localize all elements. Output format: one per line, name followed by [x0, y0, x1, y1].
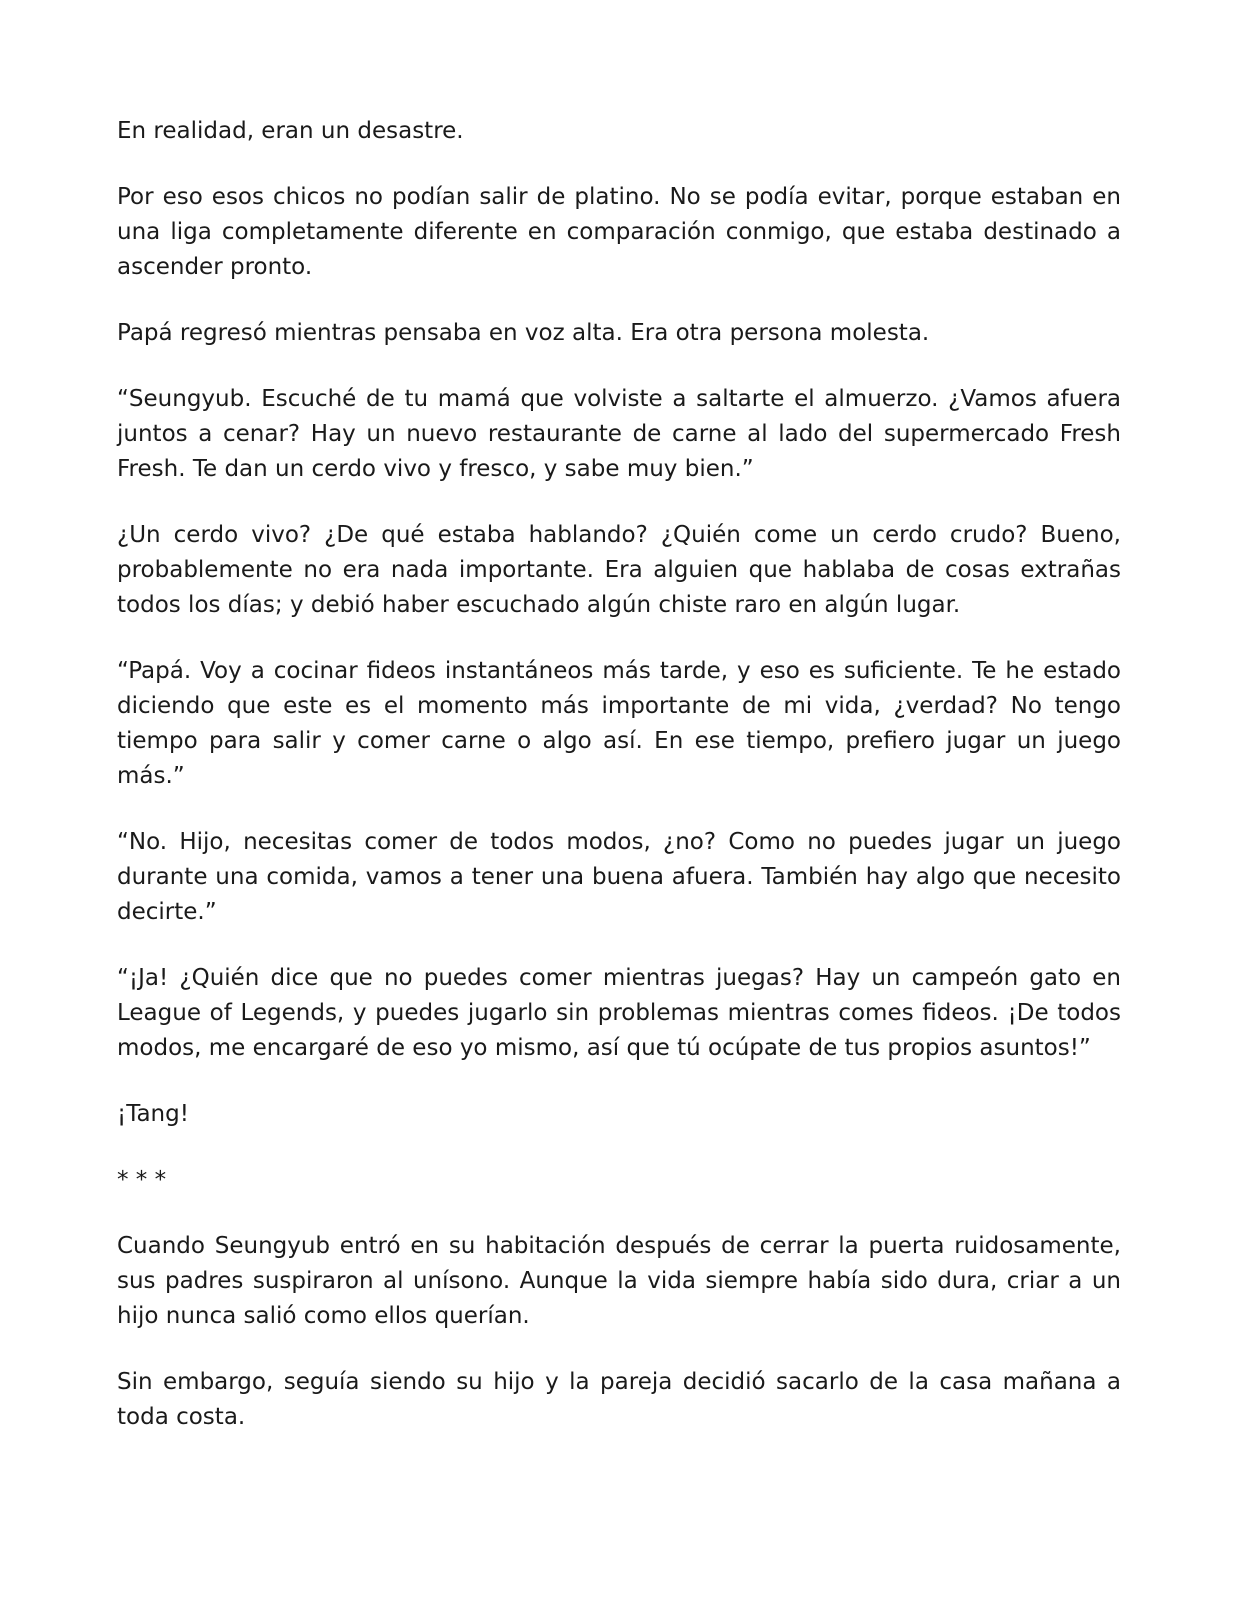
paragraph-6: “Papá. Voy a cocinar fideos instantáneos más tarde, y eso es suficiente. Te he estado diciendo que este es el momento más importante de mi vida, ¿verdad? No tengo tiempo para salir y comer carne o algo así. En ese tiempo, prefiero jugar un juego más.” [117, 658, 1121, 789]
paragraph-1: En realidad, eran un desastre. [117, 118, 464, 144]
paragraph-7: “No. Hijo, necesitas comer de todos modos, ¿no? Como no puedes jugar un juego durante una comida, vamos a tener una buena afuera. También hay algo que necesito decirte.” [117, 829, 1121, 925]
paragraph-10: Cuando Seungyub entró en su habitación después de cerrar la puerta ruidosamente, sus padres suspiraron al unísono. Aunque la vida siempre había sido dura, criar a un hijo nunca salió como ellos querían. [117, 1233, 1121, 1329]
paragraph-3: Papá regresó mientras pensaba en voz alta. Era otra persona molesta. [117, 320, 930, 346]
document-body [117, 114, 1121, 1435]
paragraph-2: Por eso esos chicos no podían salir de platino. No se podía evitar, porque estaban en una liga completamente diferente en comparación conmigo, que estaba destinado a ascender pronto. [117, 184, 1121, 280]
scene-break: * * * [117, 1167, 167, 1193]
paragraph-9: ¡Tang! [117, 1101, 189, 1127]
paragraph-11: Sin embargo, seguía siendo su hijo y la pareja decidió sacarlo de la casa mañana a toda costa. [117, 1369, 1121, 1430]
paragraph-8: “¡Ja! ¿Quién dice que no puedes comer mientras juegas? Hay un campeón gato en League of Legends, y puedes jugarlo sin problemas mientras comes fideos. ¡De todos modos, me encargaré de eso yo mismo, así que tú ocúpate de tus propios asuntos!” [117, 965, 1121, 1061]
paragraph-5: ¿Un cerdo vivo? ¿De qué estaba hablando? ¿Quién come un cerdo crudo? Bueno, probablemente no era nada importante. Era alguien que hablaba de cosas extrañas todos los días; y debió haber escuchado algún chiste raro en algún lugar. [117, 522, 1121, 618]
paragraph-4: “Seungyub. Escuché de tu mamá que volviste a saltarte el almuerzo. ¿Vamos afuera juntos a cenar? Hay un nuevo restaurante de carne al lado del supermercado Fresh Fresh. Te dan un cerdo vivo y fresco, y sabe muy bien.” [117, 386, 1121, 482]
